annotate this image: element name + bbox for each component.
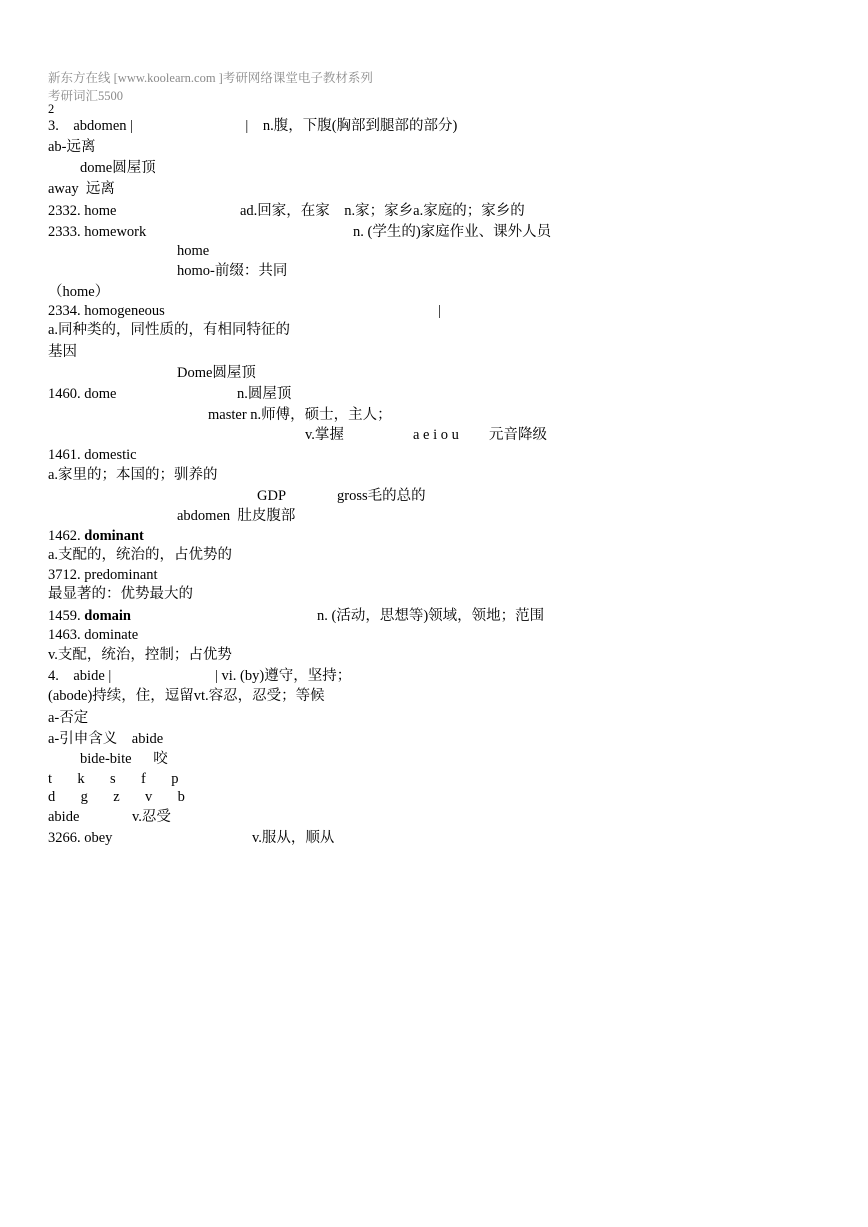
abdomen-note: abdomen 肚皮腹部 xyxy=(177,508,296,524)
consonants-voiceless: t k s f p xyxy=(48,771,179,787)
gdp-note: GDP xyxy=(257,488,287,504)
home-entry: 2332. home xyxy=(48,203,117,219)
homogeneous-phonetic-bar: | xyxy=(438,303,441,319)
home-note: home xyxy=(177,243,210,259)
page-header-line1: 新东方在线 [www.koolearn.com ]考研网络课堂电子教材系列 xyxy=(48,71,373,85)
abide-word-note: abide xyxy=(48,809,80,825)
home-paren-note: （home） xyxy=(48,284,110,300)
homogeneous-definition: a.同种类的，同性质的，有相同特征的 xyxy=(48,322,291,338)
vowels-note: a e i o u xyxy=(413,427,459,443)
page-number: 2 xyxy=(48,102,55,116)
homework-definition: n. (学生的)家庭作业、课外人员 xyxy=(353,224,552,240)
dome-note: dome圆屋顶 xyxy=(80,160,156,176)
master-note: master n.师傅，硕士，主人； xyxy=(208,407,392,423)
dominate-definition: v.支配，统治，控制；占优势 xyxy=(48,647,232,663)
predominant-entry: 3712. predominant xyxy=(48,567,158,583)
dominant-entry xyxy=(48,529,144,544)
domain-entry xyxy=(48,609,131,624)
homo-prefix-note: homo-前缀：共同 xyxy=(177,263,288,279)
dominant-number: 1462. xyxy=(48,528,85,544)
gross-note: gross毛的总的 xyxy=(337,488,426,504)
domain-definition: n. (活动，思想等)领域，领地；范围 xyxy=(317,608,545,624)
predominant-definition: 最显著的：优势最大的 xyxy=(48,586,193,602)
abdomen-entry: 3. abdomen | | n.腹，下腹(胸部到腿部的部分) xyxy=(48,118,458,134)
abide-definition-2: (abode)持续，住，逗留vt.容忍，忍受；等候 xyxy=(48,688,325,704)
vowel-downgrade-note: 元音降级 xyxy=(489,427,547,443)
dome-definition: n.圆屋顶 xyxy=(237,386,292,402)
dominate-entry: 1463. dominate xyxy=(48,627,139,643)
domestic-definition: a.家里的；本国的；驯养的 xyxy=(48,467,218,483)
dome-note-2: Dome圆屋顶 xyxy=(177,365,256,381)
dominant-word: dominant xyxy=(84,528,144,544)
ab-prefix-note: ab-远离 xyxy=(48,139,96,155)
homework-entry: 2333. homework xyxy=(48,224,147,240)
master-verb-note: v.掌握 xyxy=(305,427,344,443)
abide-entry: 4. abide | xyxy=(48,668,112,684)
a-extension-note: a-引申含义 abide xyxy=(48,731,164,747)
homogeneous-entry: 2334. homogeneous xyxy=(48,303,165,319)
domestic-entry: 1461. domestic xyxy=(48,447,137,463)
home-definition: ad.回家，在家 n.家；家乡a.家庭的；家乡的 xyxy=(240,203,525,219)
obey-definition: v.服从，顺从 xyxy=(252,830,335,846)
obey-entry: 3266. obey xyxy=(48,830,113,846)
domain-number: 1459. xyxy=(48,608,85,624)
away-note: away 远离 xyxy=(48,181,115,197)
abide-definition-1: | vi. (by)遵守，坚持； xyxy=(215,668,352,684)
a-negation-note: a-否定 xyxy=(48,710,89,726)
dome-entry: 1460. dome xyxy=(48,386,117,402)
consonants-voiced: d g z v b xyxy=(48,789,185,805)
domain-word: domain xyxy=(84,608,131,624)
gene-note: 基因 xyxy=(48,344,77,360)
bide-bite-note: bide-bite 咬 xyxy=(80,751,168,767)
dominant-definition: a.支配的，统治的，占优势的 xyxy=(48,547,233,563)
page-header-line2: 考研词汇5500 xyxy=(48,89,124,103)
abide-verb-note: v.忍受 xyxy=(132,809,171,825)
